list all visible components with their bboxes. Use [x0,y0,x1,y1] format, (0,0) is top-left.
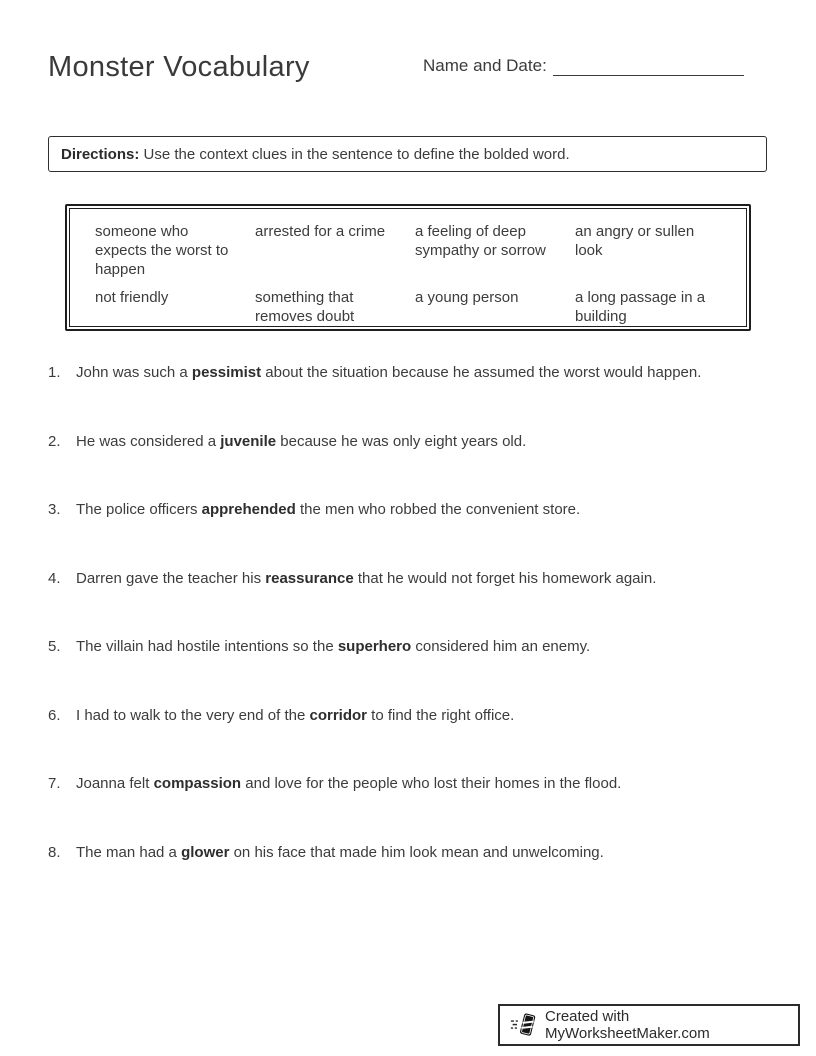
word-bank-definition: not friendly [95,289,169,306]
vocabulary-word: pessimist [191,364,262,381]
page-title: Monster Vocabulary [48,51,310,83]
question-item [48,500,770,521]
directions-text: Use the context clues in the sentence to define the bolded word. [139,145,570,163]
question-text: I had to walk to the very end of the corridor to find the right office. [76,706,515,724]
question-number: 1. [48,364,61,381]
question-item [48,706,770,727]
question-text: The villain had hostile intentions so the superhero considered him an enemy. [76,638,591,655]
question-text: The police officers apprehended the men who robbed the convenient store. [76,501,581,518]
question-item [48,569,770,590]
word-bank-definition: arrested for a crime [255,223,386,240]
question-item [48,774,770,795]
word-bank-grid [69,208,747,327]
question-text: Joanna felt compassion and love for the people who lost their homes in the flood. [76,775,622,792]
vocabulary-word: reassurance [265,569,354,587]
question-text: Darren gave the teacher his reassurance that he would not forget his homework again. [76,569,657,587]
vocabulary-word: compassion [153,775,242,792]
question-number: 6. [48,706,61,724]
question-number: 7. [48,775,61,792]
question-text: He was considered a juvenile because he was only eight years old. [76,432,527,450]
word-bank-definition: a long passage in a building [575,289,706,325]
vocabulary-word: corridor [309,706,367,724]
question-number: 8. [48,843,61,861]
vocabulary-word: glower [181,843,230,861]
question-item [48,363,770,384]
name-date-label: Name and Date: [423,56,547,75]
question-number: 3. [48,501,61,518]
question-number: 4. [48,569,61,587]
word-bank-definition: a feeling of deep sympathy or sorrow [415,223,546,259]
question-item [48,432,770,453]
question-item [48,637,770,658]
vocabulary-word: superhero [337,638,412,655]
question-text: The man had a glower on his face that made him look mean and unwelcoming. [76,843,604,861]
word-bank-definition: someone who expects the worst to happen [95,223,229,278]
question-list [48,363,770,911]
vocabulary-word: juvenile [220,432,277,450]
word-bank [65,204,751,331]
footer-text: Created with MyWorksheetMaker.com [545,1008,710,1042]
vocabulary-word: apprehended [201,501,296,518]
directions-box [48,136,767,172]
worksheet-maker-logo-icon [510,1011,538,1039]
name-date-field [423,52,744,76]
word-bank-definition: something that removes doubt [255,289,355,325]
question-item [48,843,770,864]
word-bank-definition: an angry or sullen look [575,223,695,259]
question-number: 2. [48,432,61,450]
word-bank-definition: a young person [415,289,519,306]
name-date-blank-line [553,52,744,76]
directions-label: Directions: [61,145,140,163]
question-number: 5. [48,638,61,655]
footer-credit [498,1004,800,1046]
question-text: John was such a pessimist about the situation because he assumed the worst would happen. [76,364,702,381]
